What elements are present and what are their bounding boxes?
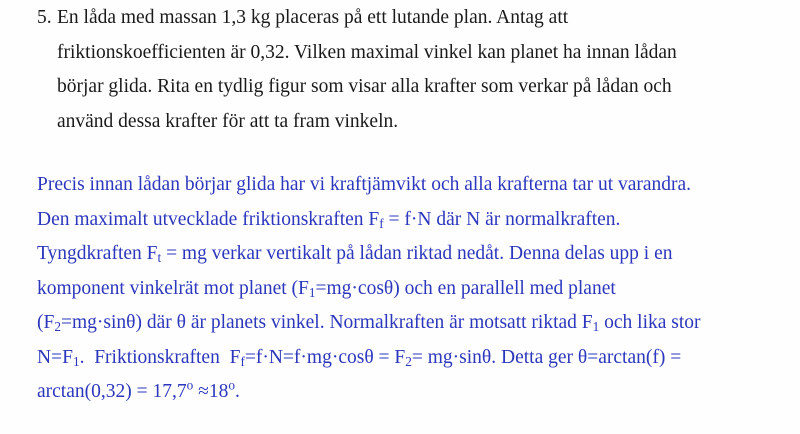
solution-line: $N=F_1$. Friktionskraften $F_f=f\cdot N=f\cdot mg\cdot\cos\theta = F_2= mg\cdot\sin\theta$. Detta ger θ=arctan(f) =	[37, 346, 682, 369]
problem-line: börjar glida. Rita en tydlig figur som visar alla krafter som verkar på lådan och	[57, 76, 672, 97]
solution-text	[37, 168, 780, 410]
solution-line: $(F_2=mg\cdot\sin\theta)$ där θ är planets vinkel. Normalkraften är motsatt riktad $F_1$ och lika stor	[37, 312, 701, 334]
problem-line: använd dessa krafter för att ta fram vinkeln.	[57, 110, 399, 132]
solution-line: Precis innan lådan börjar glida har vi kraftjämvikt och alla krafterna tar ut varandra.	[37, 174, 692, 195]
solution-line: komponent vinkelrät mot planet $(F_1=mg\cdot\cos\theta)$ och en parallell med planet	[37, 277, 616, 300]
problem-line	[37, 1, 780, 36]
solution-line: Den maximalt utvecklade friktionskraften $F_f = f\cdot N$ där N är normalkraften.	[37, 208, 621, 231]
problem-line-text: En låda med massan 1,3 kg placeras på ett lutande plan. Antag att	[57, 7, 569, 28]
problem-statement	[37, 1, 780, 139]
problem-line: friktionskoefficienten är 0,32. Vilken maximal vinkel kan planet ha innan lådan	[57, 41, 677, 63]
problem-number: 5.	[37, 7, 52, 28]
solution-line: $\arctan(0,32) = 17,7^o \approx 18^o$.	[37, 377, 240, 402]
solution-line: Tyngdkraften $F_t$ = mg verkar vertikalt på lådan riktad nedåt. Denna delas upp i en	[37, 243, 673, 265]
